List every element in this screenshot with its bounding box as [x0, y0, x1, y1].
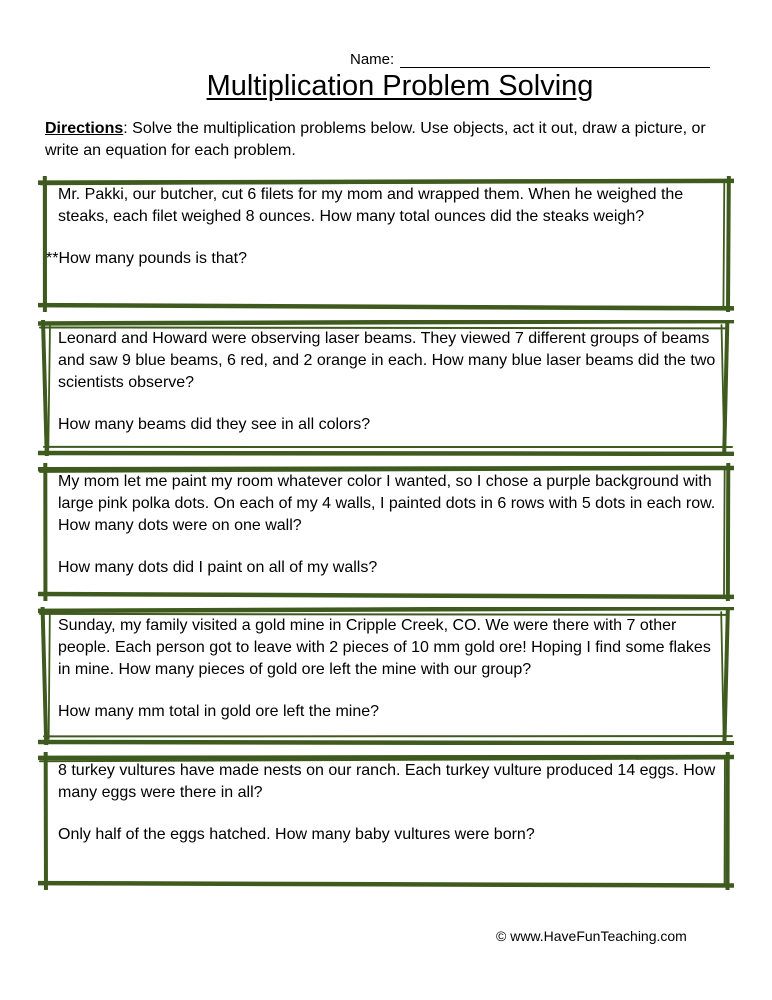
page-title: Multiplication Problem Solving: [206, 70, 594, 102]
frame-stroke: [42, 607, 46, 745]
problem-2-followup: How many beams did they see in all colors?: [58, 416, 371, 433]
frame-stroke: [38, 757, 734, 758]
name-field-row: [350, 44, 710, 68]
problem-1-followup: **How many pounds is that?: [46, 250, 247, 267]
frame-stroke: [38, 453, 734, 454]
directions-label: Directions: [45, 120, 124, 137]
frame-stroke: [38, 608, 734, 611]
problem-3-followup: How many dots did I paint on all of my walls?: [58, 559, 378, 576]
frame-stroke: [38, 742, 734, 743]
copyright-footer: © www.HaveFunTeaching.com: [496, 928, 687, 944]
frame-stroke: [49, 613, 50, 739]
problem-3-text: My mom let me paint my room whatever color I wanted, so I chose a purple background with large pink polka dots. On each of my 4 walls, I painted dots in 6 rows with 5 dots in each row. How many dots were on one wall?: [58, 473, 716, 534]
problem-5-followup: Only half of the eggs hatched. How many baby vultures were born?: [58, 826, 535, 843]
frame-stroke: [43, 320, 47, 456]
directions-text: : Solve the multiplication problems below. Use objects, act it out, draw a picture, or write an equation for each problem.: [45, 120, 706, 159]
frame-stroke: [45, 469, 46, 595]
problem-4-followup: How many mm total in gold ore left the mine?: [58, 703, 380, 720]
problem-5-text: 8 turkey vultures have made nests on our ranch. Each turkey vulture produced 14 eggs. How many eggs were there in all?: [58, 762, 716, 801]
frame-stroke: [724, 607, 728, 745]
frame-stroke: [45, 758, 46, 884]
problem-box-5: [38, 752, 734, 890]
problem-box-4: [38, 607, 734, 745]
directions: [45, 118, 735, 162]
problem-4-text: Sunday, my family visited a gold mine in Cripple Creek, CO. We were there with 7 other people. Each person got to leave with 2 pieces of 10 mm gold ore! Hoping I find some flakes in mine. How many pieces of gold ore left the mine with our group?: [58, 617, 711, 678]
problem-box-2: [38, 320, 734, 456]
problem-1-text: Mr. Pakki, our butcher, cut 6 filets for my mom and wrapped them. When he weighed the steaks, each filet weighed 8 ounces. How many total ounces did the steaks weigh?: [58, 186, 684, 225]
frame-stroke: [724, 468, 725, 596]
name-blank-line[interactable]: [400, 51, 710, 68]
frame-stroke: [38, 321, 734, 323]
frame-stroke: [48, 326, 50, 450]
problem-2-text: Leonard and Howard were observing laser beams. They viewed 7 different groups of beams and saw 9 blue beams, 6 red, and 2 orange in each. How many blue laser beams did the two scientists observe?: [58, 330, 716, 391]
problem-box-1: [38, 176, 734, 312]
frame-stroke: [728, 176, 729, 312]
problem-box-3: [38, 463, 734, 601]
name-label: Name:: [350, 51, 395, 68]
